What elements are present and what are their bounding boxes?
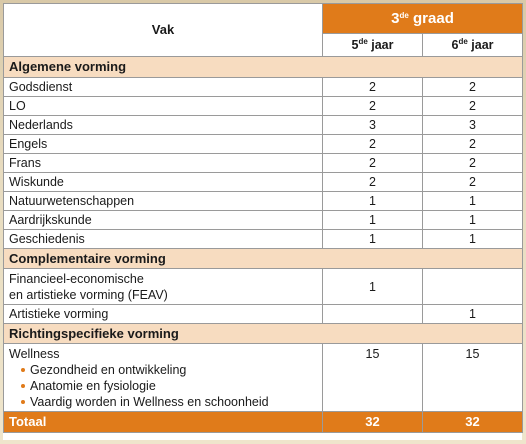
table-row bbox=[4, 211, 523, 230]
vak-cell: Geschiedenis bbox=[4, 230, 323, 249]
lessentabel-table bbox=[3, 3, 523, 433]
section-complementaire-vorming bbox=[4, 249, 523, 269]
jaar6-cell: 3 bbox=[423, 116, 523, 135]
jaar5-cell: 2 bbox=[323, 97, 423, 116]
jaar5-cell: 1 bbox=[323, 192, 423, 211]
section-algemene-vorming bbox=[4, 57, 523, 78]
list-item: Vaardig worden in Wellness en schoonheid bbox=[21, 394, 317, 410]
total-row bbox=[4, 412, 523, 433]
vak-cell: LO bbox=[4, 97, 323, 116]
jaar6-cell: 1 bbox=[423, 230, 523, 249]
table-row bbox=[4, 344, 523, 412]
bullet-icon bbox=[21, 384, 25, 388]
vak-cell: Financieel-economische en artistieke vorming (FEAV) bbox=[4, 269, 323, 305]
list-item: Gezondheid en ontwikkeling bbox=[21, 362, 317, 378]
section-title: Complementaire vorming bbox=[4, 249, 523, 269]
table-row bbox=[4, 230, 523, 249]
vak-cell: Wiskunde bbox=[4, 173, 323, 192]
header-row bbox=[4, 4, 523, 34]
jaar5-cell: 2 bbox=[323, 173, 423, 192]
wellness-bullets bbox=[9, 362, 317, 410]
table-row bbox=[4, 78, 523, 97]
jaar6-cell: 2 bbox=[423, 173, 523, 192]
list-item: Anatomie en fysiologie bbox=[21, 378, 317, 394]
total-jaar6: 32 bbox=[423, 412, 523, 433]
vak-cell: Engels bbox=[4, 135, 323, 154]
table-row bbox=[4, 305, 523, 324]
jaar6-header: 6de jaar bbox=[423, 34, 523, 57]
jaar6-cell bbox=[423, 269, 523, 305]
jaar6-cell: 1 bbox=[423, 305, 523, 324]
vak-cell: Frans bbox=[4, 154, 323, 173]
table-row bbox=[4, 173, 523, 192]
vak-header: Vak bbox=[4, 4, 323, 57]
vak-cell: Natuurwetenschappen bbox=[4, 192, 323, 211]
jaar6-cell: 1 bbox=[423, 211, 523, 230]
jaar5-cell: 2 bbox=[323, 78, 423, 97]
section-title: Richtingspecifieke vorming bbox=[4, 324, 523, 344]
jaar6-cell: 2 bbox=[423, 78, 523, 97]
section-richtingspecifieke-vorming bbox=[4, 324, 523, 344]
jaar6-cell: 2 bbox=[423, 135, 523, 154]
table-row bbox=[4, 154, 523, 173]
bullet-icon bbox=[21, 368, 25, 372]
jaar5-cell: 1 bbox=[323, 269, 423, 305]
jaar6-cell: 1 bbox=[423, 192, 523, 211]
jaar5-cell: 15 bbox=[323, 344, 423, 412]
table-row bbox=[4, 269, 523, 305]
jaar5-cell bbox=[323, 305, 423, 324]
jaar5-header: 5de jaar bbox=[323, 34, 423, 57]
jaar6-cell: 2 bbox=[423, 154, 523, 173]
table-row bbox=[4, 116, 523, 135]
total-label: Totaal bbox=[4, 412, 323, 433]
jaar6-cell: 2 bbox=[423, 97, 523, 116]
table-row bbox=[4, 97, 523, 116]
section-title: Algemene vorming bbox=[4, 57, 523, 78]
vak-cell: Godsdienst bbox=[4, 78, 323, 97]
jaar5-cell: 1 bbox=[323, 230, 423, 249]
lessentabel bbox=[3, 3, 522, 440]
jaar5-cell: 2 bbox=[323, 135, 423, 154]
total-jaar5: 32 bbox=[323, 412, 423, 433]
bullet-icon bbox=[21, 400, 25, 404]
jaar5-cell: 3 bbox=[323, 116, 423, 135]
vak-cell: Artistieke vorming bbox=[4, 305, 323, 324]
jaar5-cell: 2 bbox=[323, 154, 423, 173]
jaar6-cell: 15 bbox=[423, 344, 523, 412]
jaar5-cell: 1 bbox=[323, 211, 423, 230]
table-row bbox=[4, 192, 523, 211]
algemeen-rows bbox=[4, 78, 523, 249]
vak-cell bbox=[4, 344, 323, 412]
vak-cell: Aardrijkskunde bbox=[4, 211, 323, 230]
wellness-label: Wellness bbox=[9, 347, 60, 361]
vak-cell: Nederlands bbox=[4, 116, 323, 135]
graad-header: 3de graad bbox=[323, 4, 523, 34]
table-row bbox=[4, 135, 523, 154]
